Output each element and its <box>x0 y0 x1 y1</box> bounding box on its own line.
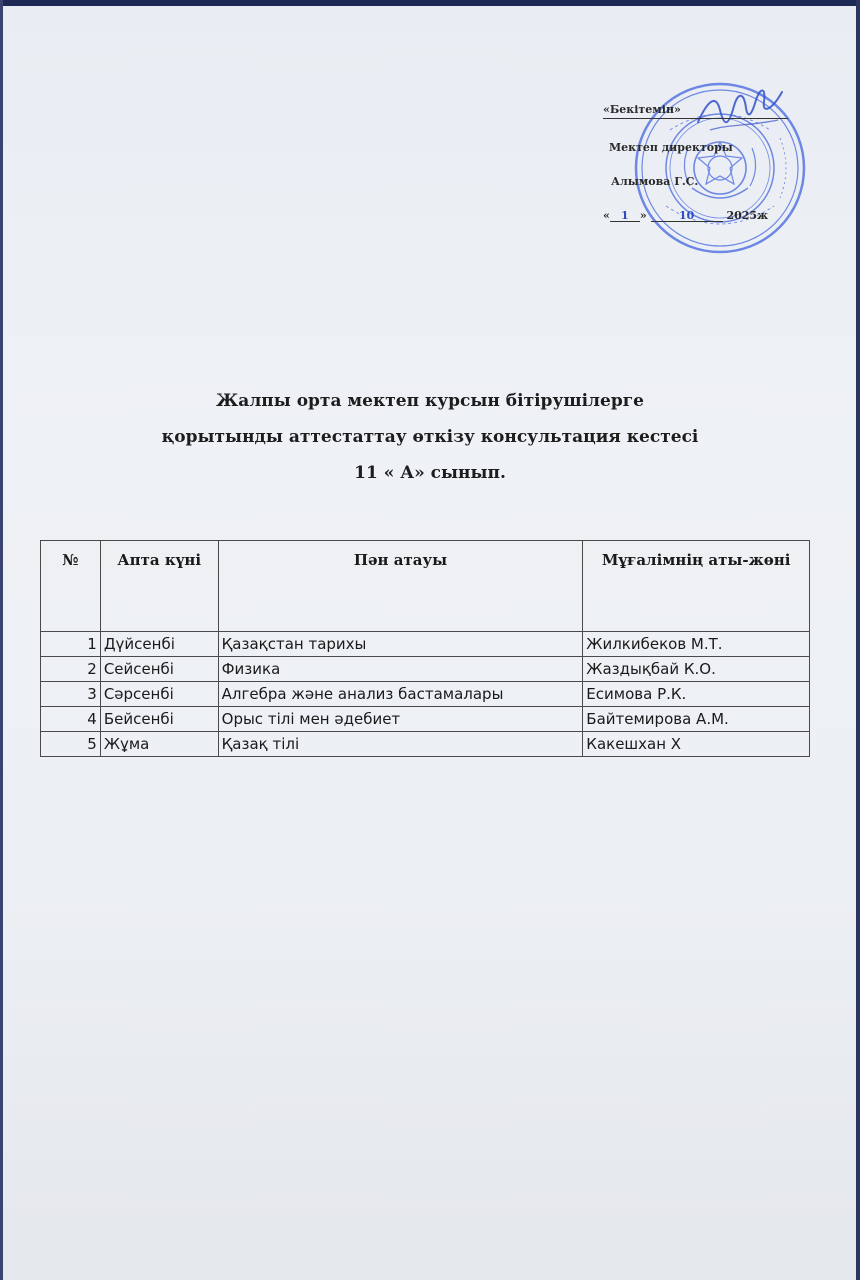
row-teacher: Жилкибеков М.Т. <box>583 632 810 657</box>
row-teacher: Есимова Р.К. <box>583 682 810 707</box>
photo-top-edge <box>0 0 860 6</box>
approval-label: «Бекітемін» <box>603 103 681 116</box>
header-number: № <box>41 541 101 632</box>
approval-date: « 1 » 10 2025ж <box>603 209 769 222</box>
title-line-3: 11 « А» сынып. <box>354 463 506 483</box>
header-subject: Пән атауы <box>218 541 583 632</box>
table-header-row <box>41 541 810 632</box>
header-teacher: Мұғалімнің аты-жөні <box>583 541 810 632</box>
photo-right-edge <box>856 0 860 1280</box>
title-line-2: қорытынды аттестаттау өткізу консультация кестесі <box>161 427 699 447</box>
table-row <box>41 682 810 707</box>
approval-position: Мектеп директоры <box>609 141 733 154</box>
header-day: Апта күні <box>100 541 218 632</box>
row-day: Сәрсенбі <box>100 682 218 707</box>
row-teacher: Байтемирова А.М. <box>583 707 810 732</box>
approval-date-month: 10 <box>651 210 723 222</box>
row-subject: Қазақстан тарихы <box>218 632 583 657</box>
row-subject: Алгебра және анализ бастамалары <box>218 682 583 707</box>
row-day: Бейсенбі <box>100 707 218 732</box>
approval-date-day: 1 <box>610 210 640 222</box>
row-teacher: Какешхан Х <box>583 732 810 757</box>
row-teacher: Жаздықбай К.О. <box>583 657 810 682</box>
document-title <box>100 386 760 494</box>
row-number: 5 <box>41 732 101 757</box>
row-number: 4 <box>41 707 101 732</box>
approval-signature-line <box>603 104 788 119</box>
table-row <box>41 632 810 657</box>
table-row <box>41 707 810 732</box>
row-number: 3 <box>41 682 101 707</box>
row-day: Жұма <box>100 732 218 757</box>
row-subject: Физика <box>218 657 583 682</box>
title-line-1: Жалпы орта мектеп курсын бітірушілерге <box>216 391 644 411</box>
row-subject: Орыс тілі мен әдебиет <box>218 707 583 732</box>
approval-director-name: Алымова Г.С. <box>611 175 699 188</box>
table-row <box>41 732 810 757</box>
row-number: 2 <box>41 657 101 682</box>
table-row <box>41 657 810 682</box>
approval-date-year: 2025ж <box>726 209 769 222</box>
row-number: 1 <box>41 632 101 657</box>
row-subject: Қазақ тілі <box>218 732 583 757</box>
row-day: Дүйсенбі <box>100 632 218 657</box>
consultation-schedule-table <box>40 540 810 757</box>
photo-left-edge <box>0 0 3 1280</box>
row-day: Сейсенбі <box>100 657 218 682</box>
